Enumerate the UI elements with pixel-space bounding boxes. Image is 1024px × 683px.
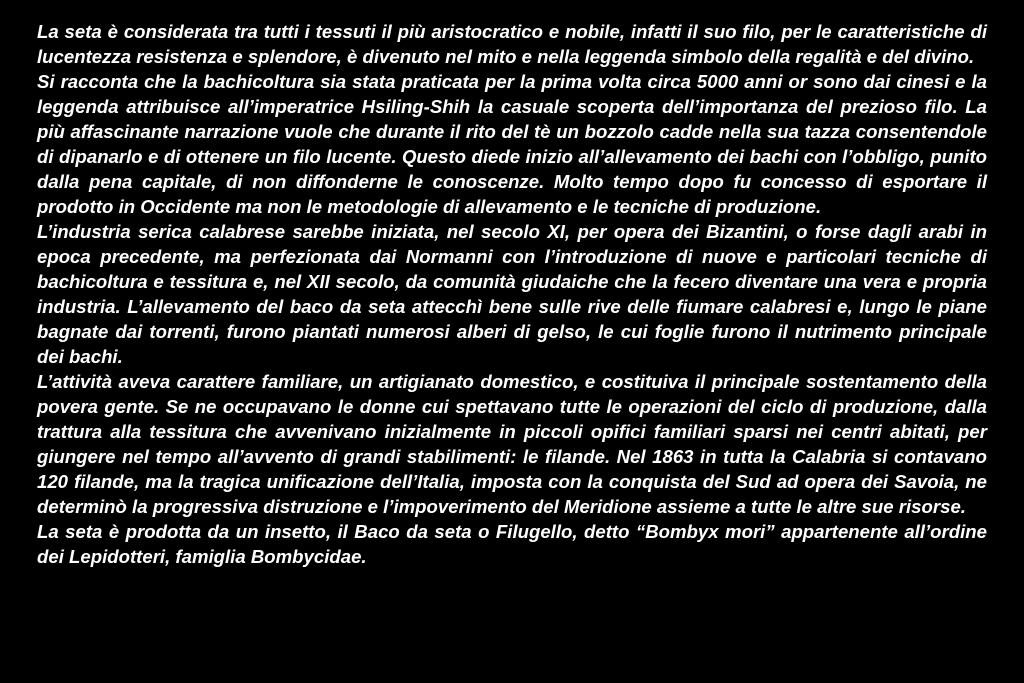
text-document	[37, 19, 987, 664]
paragraph-calabrian-industry: L’industria serica calabrese sarebbe iniziata, nel secolo XI, per opera dei Bizantini, o forse dagli arabi in epoca precedente, ma perfezionata dai Normanni con l’introduzione di nuove e particolari tecniche di bachicoltura e tessitura e, nel XII secolo, da comunità giudaiche che la fecero diventare una vera e propria industria. L’allevamento del baco da seta attecchì bene sulle rive delle fiumare calabresi e, lungo le piane bagnate dai torrenti, furono piantati numerosi alberi di gelso, le cui foglie furono il nutrimento principale dei bachi.	[37, 221, 987, 367]
paragraph-silkworm: La seta è prodotta da un insetto, il Baco da seta o Filugello, detto “Bombyx mori” appartenente all’ordine dei Lepidotteri, famiglia Bombycidae.	[37, 521, 987, 567]
paragraph-family-craft: L’attività aveva carattere familiare, un artigianato domestico, e costituiva il principale sostentamento della povera gente. Se ne occupavano le donne cui spettavano tutte le operazioni del ciclo di produzione, dalla trattura alla tessitura che avvenivano inizialmente in piccoli opifici familiari sparsi nei centri abitati, per giungere nel tempo all’avvento di grandi stabilimenti: le filande. Nel 1863 in tutta la Calabria si contavano 120 filande, ma la tragica unificazione dell’Italia, imposta con la conquista del Sud ad opera dei Savoia, ne determinò la progressiva distruzione e l’impoverimento del Meridione assieme a tutte le altre sue risorse.	[37, 371, 987, 517]
paragraph-sericulture-origin: Si racconta che la bachicoltura sia stata praticata per la prima volta circa 5000 anni or sono dai cinesi e la leggenda attribuisce all’imperatrice Hsiling-Shih la casuale scoperta dell’importanza del prezioso filo. La più affascinante narrazione vuole che durante il rito del tè un bozzolo cadde nella sua tazza consentendole di dipanarlo e di ottenere un filo lucente. Questo diede inizio all’allevamento dei bachi con l’obbligo, punito dalla pena capitale, di non diffonderne le conoscenze. Molto tempo dopo fu concesso di esportare il prodotto in Occidente ma non le metodologie di allevamento e le tecniche di produzione.	[37, 71, 987, 217]
paragraph-silk-nobility: La seta è considerata tra tutti i tessuti il più aristocratico e nobile, infatti il suo filo, per le caratteristiche di lucentezza resistenza e splendore, è divenuto nel mito e nella leggenda simbolo della regalità e del divino.	[37, 21, 987, 67]
